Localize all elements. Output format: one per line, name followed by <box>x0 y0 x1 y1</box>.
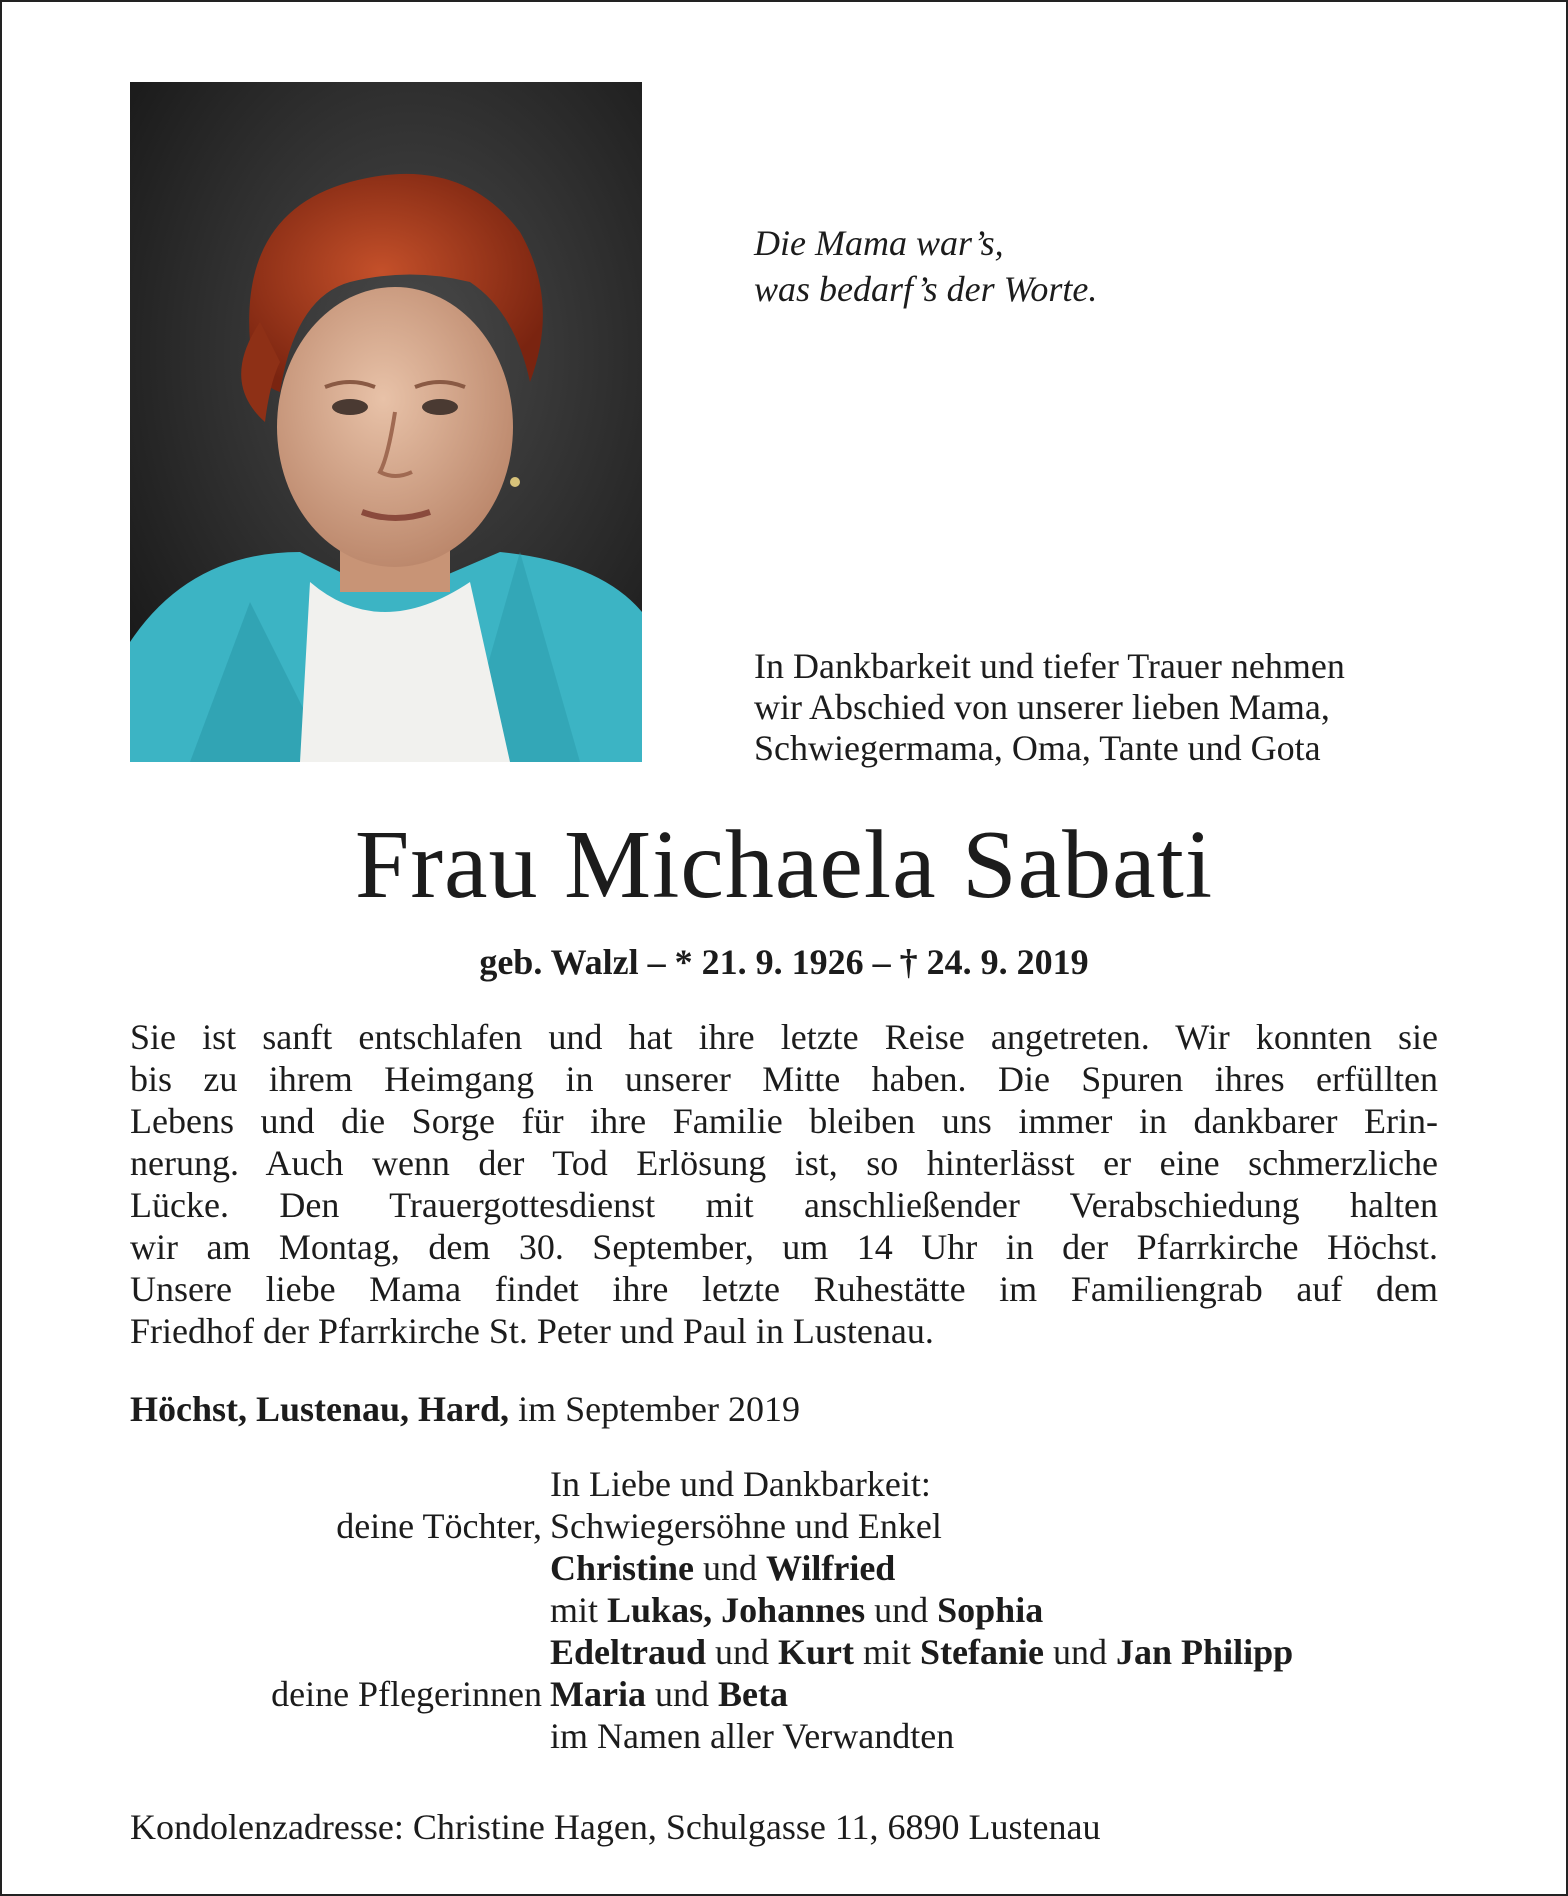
family-line <box>550 1631 1293 1673</box>
family-name: Kurt <box>778 1632 855 1672</box>
body-line: Unsere liebe Mama findet ihre letzte Ruhestätte im Familiengrab auf dem <box>130 1269 1438 1309</box>
quote-line: was bedarf’s der Worte. <box>754 269 1098 309</box>
signature-row <box>0 1631 1568 1673</box>
portrait-photo <box>130 82 642 762</box>
family-line <box>550 1589 1043 1631</box>
family-name: Sophia <box>937 1590 1044 1630</box>
family-name: Stefanie <box>920 1632 1045 1672</box>
place-date: im September 2019 <box>509 1389 801 1429</box>
body-line: Lebens und die Sorge für ihre Familie bleiben uns immer in dankbarer Erin- <box>130 1101 1438 1141</box>
signature-row <box>0 1715 1568 1757</box>
daughters-line: Schwiegersöhne und Enkel <box>550 1506 942 1546</box>
body-line: Sie ist sanft entschlafen und hat ihre letzte Reise angetreten. Wir konnten sie <box>130 1017 1438 1057</box>
family-line <box>550 1673 788 1715</box>
family-name: Christine <box>550 1548 694 1588</box>
carers-label: deine Pflegerinnen <box>271 1674 542 1714</box>
intro-text <box>754 646 1444 769</box>
intro-line: In Dankbarkeit und tiefer Trauer nehmen <box>754 646 1345 686</box>
connector: und <box>645 1674 718 1714</box>
body-line: nerung. Auch wenn der Tod Erlösung ist, so hinterlässt er eine schmerzliche <box>130 1143 1438 1183</box>
deceased-name: Frau Michaela Sabati <box>354 811 1214 919</box>
signature-row <box>0 1589 1568 1631</box>
body-line: Friedhof der Pfarrkirche St. Peter und Paul in Lustenau. <box>130 1311 934 1351</box>
place-and-date <box>130 1387 800 1431</box>
portrait-illustration <box>130 82 642 762</box>
family-name: Lukas, Johannes <box>607 1590 866 1630</box>
family-name: Maria <box>550 1674 646 1714</box>
signature-row <box>0 1673 1568 1715</box>
daughters-label: deine Töchter, <box>336 1506 542 1546</box>
body-line: Lücke. Den Trauergottesdienst mit anschließender Verabschiedung halten <box>130 1185 1438 1225</box>
signature-row <box>0 1547 1568 1589</box>
places: Höchst, Lustenau, Hard, <box>130 1389 510 1429</box>
body-line: wir am Montag, dem 30. September, um 14 Uhr in der Pfarrkirche Höchst. <box>130 1227 1438 1267</box>
relatives-line: im Namen aller Verwandten <box>550 1716 955 1756</box>
connector: und <box>706 1632 779 1672</box>
greeting: In Liebe und Dankbarkeit: <box>550 1464 931 1504</box>
intro-line: Schwiegermama, Oma, Tante und Gota <box>754 728 1321 768</box>
connector: mit <box>550 1590 608 1630</box>
connector: und <box>1044 1632 1117 1672</box>
connector: und <box>694 1548 766 1588</box>
obituary-body <box>130 1016 1438 1352</box>
condolence-address: Kondolenzadresse: Christine Hagen, Schulgasse 11, 6890 Lustenau <box>130 1807 1101 1847</box>
family-line <box>550 1547 895 1589</box>
connector: mit <box>854 1632 921 1672</box>
signature-row <box>0 1463 1568 1505</box>
family-name: Edeltraud <box>550 1632 707 1672</box>
family-name: Jan Philipp <box>1116 1632 1294 1672</box>
family-name: Wilfried <box>766 1548 896 1588</box>
signature-row <box>0 1505 1568 1547</box>
body-line: bis zu ihrem Heimgang in unserer Mitte haben. Die Spuren ihres erfüllten <box>130 1059 1438 1099</box>
quote-line: Die Mama war’s, <box>754 223 1004 263</box>
intro-line: wir Abschied von unserer lieben Mama, <box>754 687 1330 727</box>
connector: und <box>865 1590 938 1630</box>
family-name: Beta <box>717 1674 788 1714</box>
birth-death-dates: geb. Walzl – * 21. 9. 1926 – † 24. 9. 2019 <box>479 942 1089 982</box>
quote <box>754 220 1097 312</box>
signature-block <box>0 1463 1568 1757</box>
